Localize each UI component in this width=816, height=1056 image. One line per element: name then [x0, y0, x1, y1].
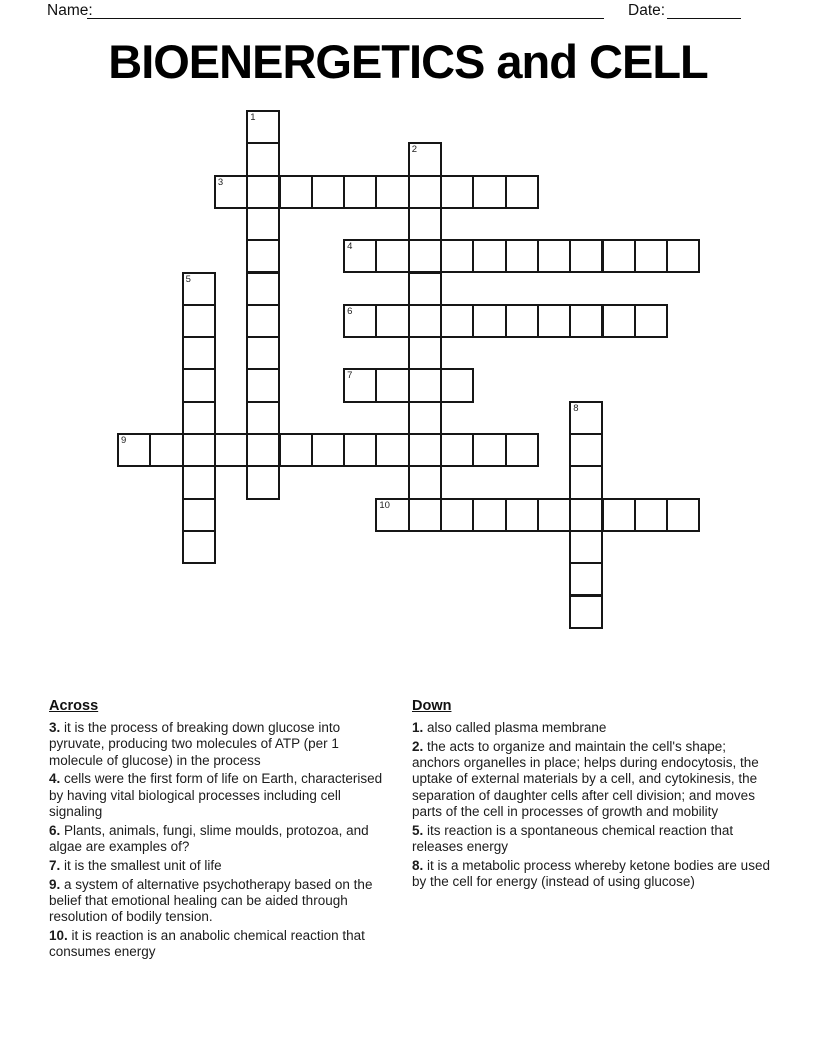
crossword-cell[interactable] — [408, 465, 442, 499]
crossword-cell[interactable] — [149, 433, 183, 467]
crossword-cell[interactable] — [343, 433, 377, 467]
crossword-cell[interactable] — [375, 239, 409, 273]
crossword-cell[interactable] — [440, 433, 474, 467]
crossword-cell[interactable] — [569, 465, 603, 499]
down-clues-column — [412, 698, 773, 893]
crossword-cell[interactable] — [634, 239, 668, 273]
cell-number: 1 — [250, 112, 256, 123]
crossword-cell[interactable] — [472, 239, 506, 273]
crossword-cell[interactable] — [246, 239, 280, 273]
clue-item: 6. Plants, animals, fungi, slime moulds, protozoa, and algae are examples of? — [49, 822, 369, 855]
crossword-cell[interactable] — [246, 368, 280, 402]
crossword-cell[interactable] — [472, 304, 506, 338]
crossword-cell[interactable] — [246, 207, 280, 241]
crossword-cell[interactable] — [440, 498, 474, 532]
crossword-cell[interactable] — [343, 304, 377, 338]
crossword-cell[interactable] — [343, 239, 377, 273]
crossword-cell[interactable] — [408, 175, 442, 209]
crossword-cell[interactable] — [311, 175, 345, 209]
clue-item: 8. it is a metabolic process whereby ketone bodies are used by the cell for energy (instead of using glucose) — [412, 857, 770, 890]
crossword-cell[interactable] — [246, 175, 280, 209]
crossword-cell[interactable] — [214, 433, 248, 467]
cell-number: 7 — [347, 370, 353, 382]
crossword-cell[interactable] — [440, 239, 474, 273]
clue-item: 5. its reaction is a spontaneous chemical reaction that releases energy — [412, 822, 734, 855]
crossword-cell[interactable] — [182, 433, 216, 467]
crossword-cell[interactable] — [375, 175, 409, 209]
crossword-cell[interactable] — [569, 401, 603, 435]
crossword-cell[interactable] — [343, 368, 377, 402]
clue-item: 7. it is the smallest unit of life — [49, 857, 222, 873]
crossword-cell[interactable] — [602, 498, 636, 532]
name-blank-line[interactable] — [87, 18, 604, 19]
crossword-cell[interactable] — [505, 239, 539, 273]
crossword-cell[interactable] — [634, 498, 668, 532]
crossword-cell[interactable] — [472, 498, 506, 532]
crossword-cell[interactable] — [569, 595, 603, 629]
clue-number: 10. — [49, 928, 68, 944]
crossword-cell[interactable] — [343, 175, 377, 209]
crossword-cell[interactable] — [246, 401, 280, 435]
clue-item: 2. the acts to organize and maintain the cell's shape; anchors organelles in place; helps during endocytosis, the uptake of external materials by a cell, and cytokinesis, the separation of daughter cells after cell division; and moves parts of the cell in processes of growth and mobility — [412, 738, 759, 819]
crossword-cell[interactable] — [602, 304, 636, 338]
clue-number: 8. — [412, 857, 424, 873]
crossword-cell[interactable] — [246, 142, 280, 176]
crossword-cell[interactable] — [279, 175, 313, 209]
cell-number: 10 — [379, 499, 390, 511]
crossword-cell[interactable] — [408, 498, 442, 532]
clue-number: 2. — [412, 738, 424, 754]
crossword-cell[interactable] — [246, 433, 280, 467]
cell-number: 4 — [347, 241, 353, 253]
crossword-cell[interactable] — [505, 498, 539, 532]
crossword-cell[interactable] — [666, 239, 700, 273]
cell-number: 9 — [121, 435, 127, 446]
crossword-cell[interactable] — [634, 304, 668, 338]
crossword-cell[interactable] — [472, 433, 506, 467]
crossword-cell[interactable] — [408, 433, 442, 467]
clue-item: 1. also called plasma membrane — [412, 720, 607, 735]
crossword-cell[interactable] — [182, 465, 216, 499]
clue-item: 9. a system of alternative psychotherapy based on the belief that emotional healing can be aided through resolution of bodily tension. — [49, 876, 373, 925]
crossword-cell[interactable] — [375, 368, 409, 402]
crossword-cell[interactable] — [408, 207, 442, 241]
clue-number: 5. — [412, 822, 424, 838]
across-clues-column — [49, 698, 394, 963]
cell-number: 6 — [347, 305, 353, 317]
clue-number: 9. — [49, 876, 61, 892]
crossword-cell[interactable] — [440, 304, 474, 338]
clue-number: 7. — [49, 857, 61, 873]
crossword-cell[interactable] — [408, 272, 442, 306]
crossword-cell[interactable] — [440, 368, 474, 402]
crossword-cell[interactable] — [182, 272, 216, 306]
crossword-cell[interactable] — [505, 433, 539, 467]
crossword-cell[interactable] — [666, 498, 700, 532]
crossword-cell[interactable] — [375, 304, 409, 338]
crossword-cell[interactable] — [246, 304, 280, 338]
crossword-cell[interactable] — [246, 110, 280, 144]
crossword-cell[interactable] — [182, 336, 216, 370]
crossword-cell[interactable] — [505, 304, 539, 338]
crossword-cell[interactable] — [569, 304, 603, 338]
crossword-cell[interactable] — [279, 433, 313, 467]
across-clue-list — [49, 720, 394, 961]
crossword-cell[interactable] — [537, 239, 571, 273]
crossword-cell[interactable] — [246, 272, 280, 306]
down-heading: Down — [412, 698, 452, 714]
crossword-cell[interactable] — [537, 498, 571, 532]
date-blank-line[interactable] — [667, 18, 741, 19]
crossword-cell[interactable] — [375, 498, 409, 532]
down-clue-list — [412, 720, 773, 890]
cell-number: 5 — [185, 273, 191, 285]
crossword-cell[interactable] — [311, 433, 345, 467]
crossword-cell[interactable] — [182, 368, 216, 402]
crossword-cell[interactable] — [182, 530, 216, 564]
crossword-cell[interactable] — [408, 368, 442, 402]
crossword-cell[interactable] — [408, 142, 442, 176]
page-title: BIOENERGETICS and CELL — [108, 35, 708, 88]
date-label: Date: — [628, 2, 666, 19]
clue-number: 6. — [49, 822, 61, 838]
crossword-cell[interactable] — [569, 239, 603, 273]
crossword-cell[interactable] — [569, 562, 603, 596]
crossword-cell[interactable] — [182, 498, 216, 532]
crossword-cell[interactable] — [246, 336, 280, 370]
crossword-cell[interactable] — [408, 401, 442, 435]
clue-number: 1. — [412, 720, 424, 735]
crossword-cell[interactable] — [569, 433, 603, 467]
crossword-cell[interactable] — [408, 336, 442, 370]
crossword-cell[interactable] — [505, 175, 539, 209]
crossword-cell[interactable] — [117, 433, 151, 467]
crossword-cell[interactable] — [602, 239, 636, 273]
clue-number: 3. — [49, 720, 61, 735]
crossword-cell[interactable] — [182, 401, 216, 435]
crossword-cell[interactable] — [472, 175, 506, 209]
cell-number: 8 — [573, 402, 579, 414]
crossword-cell[interactable] — [537, 304, 571, 338]
crossword-cell[interactable] — [569, 530, 603, 564]
crossword-cell[interactable] — [408, 239, 442, 273]
crossword-cell[interactable] — [214, 175, 248, 209]
crossword-cell[interactable] — [246, 465, 280, 499]
crossword-cell[interactable] — [408, 304, 442, 338]
crossword-cell[interactable] — [182, 304, 216, 338]
clue-item: 3. it is the process of breaking down glucose into pyruvate, producing two molecules of ATP (per 1 molecule of glucose) in the process — [49, 720, 341, 768]
across-heading: Across — [49, 698, 99, 714]
name-label: Name: — [47, 2, 93, 19]
crossword-cell[interactable] — [375, 433, 409, 467]
crossword-cell[interactable] — [569, 498, 603, 532]
cell-number: 3 — [217, 176, 224, 188]
clue-item: 4. cells were the first form of life on Earth, characterised by having vital biological processes including cell signaling — [49, 771, 383, 819]
clue-item: 10. it is reaction is an anabolic chemical reaction that consumes energy — [49, 928, 365, 960]
crossword-cell[interactable] — [440, 175, 474, 209]
cell-number: 2 — [411, 144, 417, 156]
clue-number: 4. — [49, 771, 61, 787]
